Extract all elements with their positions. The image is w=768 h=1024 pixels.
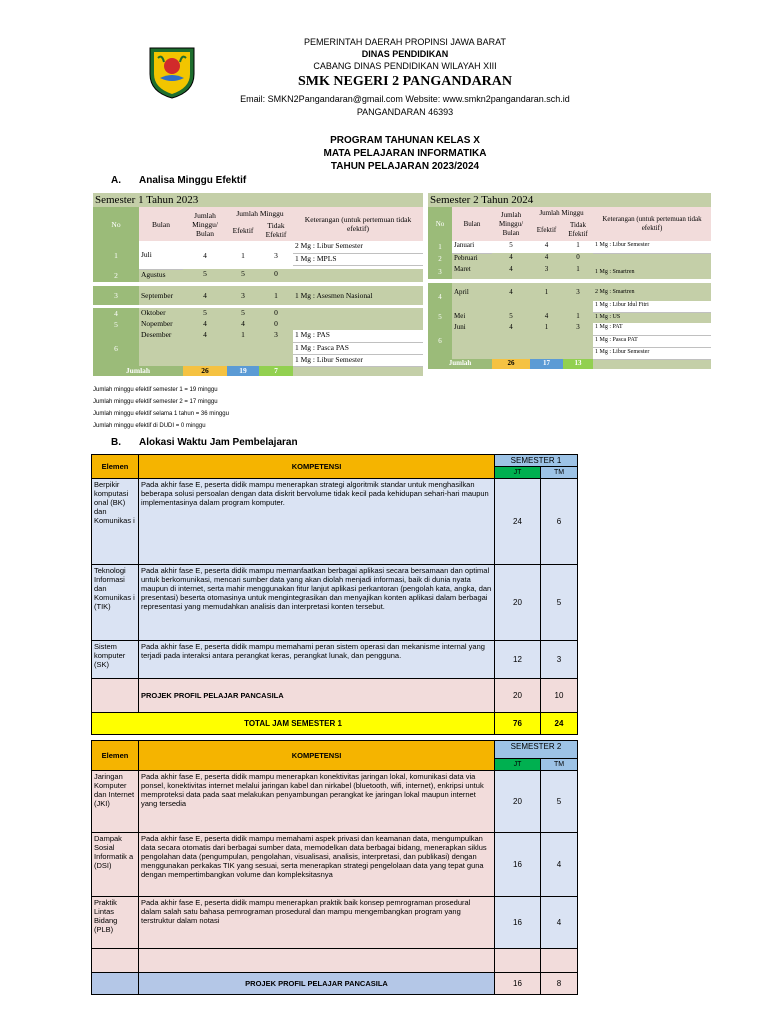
row-tef: 3: [563, 323, 593, 359]
row-bulan: Juni: [452, 323, 492, 359]
tm-cell: 6: [541, 479, 578, 565]
col-efektif: Efektif: [227, 219, 259, 241]
total-jml: 26: [183, 366, 227, 376]
col-elemen: Elemen: [92, 455, 139, 479]
col-keterangan: Keterangan (untuk pertemuan tidak efektif): [293, 207, 423, 241]
row-bulan: Desember: [139, 330, 183, 366]
row-no: 4: [93, 308, 139, 319]
projek-tm: 8: [541, 973, 578, 995]
semester2-table: [428, 207, 711, 369]
row-keterangan: [593, 253, 711, 265]
total-semester1-jt: 76: [495, 713, 541, 735]
row-bulan: September: [141, 291, 174, 300]
tm-cell: 4: [541, 833, 578, 897]
tm-cell: 5: [541, 565, 578, 641]
row-tef: 0: [274, 319, 278, 328]
row-ef: 4: [544, 253, 549, 261]
row-bulan: Oktober: [141, 308, 166, 317]
header-government: PEMERINTAH DAERAH PROPINSI JAWA BARAT: [303, 37, 507, 47]
row-bulan: April: [452, 283, 492, 301]
header-dinas: DINAS PENDIDIKAN: [361, 49, 449, 59]
elemen-cell: Teknologi Informasi dan Komunikas i (TIK): [92, 565, 139, 641]
row-bulan: Januari: [452, 241, 492, 253]
jt-cell: 16: [495, 833, 541, 897]
header-address: PANGANDARAN 46393: [356, 107, 454, 117]
col-jml-minggu: Jumlah Minggu: [227, 207, 293, 219]
row-tef: 0: [274, 308, 278, 317]
col-tidak-efektif: Tidak Efektif: [563, 219, 593, 241]
note-sem2: Jumlah minggu efektif semester 2 = 17 minggu: [93, 399, 218, 405]
row-tef: 0: [576, 253, 580, 261]
row-ef: 1: [530, 283, 563, 301]
note-dudi: Jumlah minggu efektif di DUDI = 0 minggu: [93, 423, 206, 429]
kompetensi-cell: Pada akhir fase E, peserta didik mampu menerapkan praktik baik konsep pemrograman prosedural dalam salah satu bahasa pemrograman prosedural dan mampu mengembangkan program yang terstruktur dalam notasi: [139, 897, 495, 949]
elemen-cell: Praktik Lintas Bidang (PLB): [92, 897, 139, 949]
row-bulan: Mei: [454, 312, 466, 320]
row-ef: 5: [241, 308, 245, 317]
row-keterangan: 1 Mg : PAT: [593, 323, 711, 335]
row-bulan: Maret: [454, 265, 471, 273]
projek-jt: 16: [495, 973, 541, 995]
row-keterangan: 1 Mg : Libur Semester: [593, 347, 711, 359]
col-jt: JT: [495, 467, 541, 479]
elemen-cell: Berpikir komputasi onal (BK) dan Komunikas i: [92, 479, 139, 565]
col-no: No: [93, 207, 139, 241]
row-jml: 5: [509, 312, 513, 320]
row-ef: 5: [241, 269, 245, 278]
row-ef: 3: [544, 265, 549, 273]
alokasi-semester2-table: [91, 740, 578, 995]
total-semester1-label: TOTAL JAM SEMESTER 1: [92, 713, 495, 735]
row-bulan: Agustus: [141, 269, 166, 279]
jt-cell: 24: [495, 479, 541, 565]
row-ef: 4: [241, 319, 245, 328]
row-jml: 4: [183, 330, 227, 366]
projek-tm: 10: [541, 679, 578, 713]
row-jml: 4: [509, 253, 513, 261]
col-jml-minggu: Jumlah Minggu: [530, 207, 593, 219]
province-logo: [146, 44, 198, 100]
row-keterangan: 1 Mg : Libur Semester: [593, 241, 711, 253]
row-ef: 4: [544, 241, 549, 249]
header-cabang: CABANG DINAS PENDIDIKAN WILAYAH XIII: [313, 61, 497, 71]
row-no: 4: [428, 283, 452, 312]
kompetensi-cell: Pada akhir fase E, peserta didik mampu memanfaatkan berbagai aplikasi secara bersamaan dan optimal untuk berkomunikasi, mencari sumber data yang akan diolah menjadi informasi, baik di dunia nyata maupun di internet, serta mahir menggunakan fitur lanjut aplikasi perkantoran (pengolah kata, angka, dan presentasi) beserta otomasinya untuk mengintegrasikan dan menyajikan konten aplikasi dalam berbagai representasi yang memudahkan analisis dan interpretasi konten tersebut.: [139, 565, 495, 641]
row-no: 3: [428, 265, 452, 279]
header-school-name: SMK NEGERI 2 PANGANDARAN: [297, 74, 513, 89]
note-year: Jumlah minggu efektif selama 1 tahun = 36 minggu: [93, 411, 229, 417]
semester2-effective-weeks: [428, 193, 711, 369]
row-no: 2: [93, 269, 139, 282]
total-label: Jumlah: [428, 359, 492, 369]
row-keterangan: 1 Mg : Libur Idul Fitri: [593, 301, 711, 312]
kompetensi-cell: Pada akhir fase E, peserta didik mampu menerapkan strategi algoritmik standar untuk menghasilkan beberapa solusi persoalan dengan data diskrit bervolume tidak kecil pada kehidupan sehari-hari maupun implementasinya dalam program komputer.: [139, 479, 495, 565]
note-sem1: Jumlah minggu efektif semester 1 = 19 minggu: [93, 387, 218, 393]
tm-cell: 4: [541, 897, 578, 949]
total-tef: 13: [563, 359, 593, 369]
row-ef: 1: [530, 323, 563, 359]
semester1-title: Semester 1 Tahun 2023: [93, 193, 423, 207]
row-no: 5: [428, 312, 452, 323]
row-ef: 1: [227, 330, 259, 366]
alokasi-semester1-table: [91, 454, 578, 735]
row-keterangan: 1 Mg : Pasca PAT: [593, 335, 711, 347]
row-no: 6: [93, 330, 139, 366]
doc-subject: MATA PELAJARAN INFORMATIKA: [323, 148, 487, 159]
elemen-cell: Sistem komputer (SK): [92, 641, 139, 679]
total-label: Jumlah: [93, 366, 183, 376]
row-keterangan: 1 Mg : Asesmen Nasional: [295, 291, 373, 300]
projek-jt: 20: [495, 679, 541, 713]
row-tef: 3: [259, 330, 293, 366]
section-b-title: Alokasi Waktu Jam Pembelajaran: [139, 437, 298, 448]
row-keterangan: [293, 269, 423, 282]
jt-cell: 12: [495, 641, 541, 679]
row-no: 5: [93, 319, 139, 330]
row-jml: 4: [203, 250, 207, 260]
jt-cell: 20: [495, 565, 541, 641]
kompetensi-cell: Pada akhir fase E, peserta didik mampu memahami aspek privasi dan keamanan data, mengumpulkan data secara otomatis dari berbagai sumber data, memodelkan data berbagai bidang, menerapkan siklus pengolahan data (pengumpulan, pengolahan, visualisasi, analisis, interpretasi, dan publikasi) dengan menggunakan perkakas TIK yang sesuai, serta menerapkan strategi pengelolaan data yang tepat guna dengan mempertimbangkan volume dan kompleksitasnya: [139, 833, 495, 897]
row-ef: 4: [544, 312, 549, 320]
jt-cell: 20: [495, 771, 541, 833]
row-jml: 4: [509, 265, 513, 273]
doc-title: PROGRAM TAHUNAN KELAS X: [330, 135, 480, 146]
row-keterangan: 1 Mg : Smartren: [595, 268, 635, 275]
row-ef: 1: [241, 250, 245, 260]
row-bulan: Pebruari: [454, 253, 478, 262]
col-tm: TM: [541, 467, 578, 479]
jt-cell: 16: [495, 897, 541, 949]
section-a-letter: A.: [111, 175, 121, 186]
row-jml: 4: [492, 283, 530, 301]
row-tef: 1: [274, 291, 278, 300]
semester1-effective-weeks: [93, 193, 423, 376]
row-no: 1: [428, 241, 452, 253]
row-tef: 1: [576, 241, 580, 249]
row-ef: 3: [241, 291, 245, 300]
col-no: No: [428, 207, 452, 241]
row-keterangan: 2 Mg : Smartren: [593, 283, 711, 301]
row-no: 1: [93, 241, 139, 269]
col-kompetensi: KOMPETENSI: [139, 741, 495, 771]
row-no: 6: [428, 323, 452, 359]
elemen-cell: Dampak Sosial Informatik a (DSI): [92, 833, 139, 897]
col-tm: TM: [541, 759, 578, 771]
row-keterangan: 1 Mg : Pasca PAS: [293, 342, 423, 354]
col-efektif: Efektif: [530, 219, 563, 241]
elemen-cell: Jaringan Komputer dan Internet (JKI): [92, 771, 139, 833]
row-jml: 5: [509, 241, 513, 249]
total-ef: 17: [530, 359, 563, 369]
header-contact: Email: SMKN2Pangandaran@gmail.com Website: www.smkn2pangandaran.sch.id: [240, 94, 570, 104]
row-keterangan: 1 Mg : US: [595, 313, 621, 320]
projek-label: PROJEK PROFIL PELAJAR PANCASILA: [139, 679, 495, 713]
row-no: 2: [428, 253, 452, 265]
section-b-letter: B.: [111, 437, 121, 448]
row-keterangan: 1 Mg : PAS: [293, 330, 423, 342]
semester1-table: [93, 207, 423, 376]
row-keterangan: [293, 308, 423, 319]
col-jml-minggu-bulan: Jumlah Minggu/ Bulan: [183, 207, 227, 241]
row-keterangan: 1 Mg : Libur Semester: [293, 354, 423, 366]
row-keterangan: 2 Mg : Libur Semester: [293, 241, 423, 253]
col-bulan: Bulan: [139, 207, 183, 241]
row-jml: 4: [492, 323, 530, 359]
tm-cell: 5: [541, 771, 578, 833]
row-tef: 3: [563, 283, 593, 301]
row-keterangan: [293, 319, 423, 330]
col-jml-minggu-bulan: Jumlah Minggu/ Bulan: [492, 207, 530, 241]
col-elemen: Elemen: [92, 741, 139, 771]
row-bulan: Juli: [139, 241, 183, 269]
row-keterangan: 1 Mg : MPLS: [293, 253, 423, 265]
row-jml: 4: [203, 291, 207, 300]
row-jml: 4: [203, 319, 207, 328]
col-kompetensi: KOMPETENSI: [139, 455, 495, 479]
kompetensi-cell: Pada akhir fase E, peserta didik mampu memahami peran sistem operasi dan mekanisme internal yang terjadi pada interaksi antara perangkat keras, perangkat lunak, dan pengguna.: [139, 641, 495, 679]
total-ef: 19: [227, 366, 259, 376]
col-semester: SEMESTER 2: [495, 741, 578, 759]
row-tef: 1: [576, 265, 580, 273]
doc-year: TAHUN PELAJARAN 2023/2024: [330, 161, 480, 172]
row-tef: 0: [274, 269, 278, 278]
col-tidak-efektif: Tidak Efektif: [259, 219, 293, 241]
row-bulan: Nopember: [141, 319, 173, 328]
col-semester: SEMESTER 1: [495, 455, 578, 467]
projek-label: PROJEK PROFIL PELAJAR PANCASILA: [139, 973, 495, 995]
kompetensi-cell: Pada akhir fase E, peserta didik mampu menerapkan konektivitas jaringan lokal, komunikasi data via ponsel, konektivitas internet melalui jaringan kabel dan nirkabel (bluetooth, wifi, internet), enkripsi untuk memproteksi data pada saat melakukan penyambungan perangkat ke jaringan lokal maupun internet yang tersedia: [139, 771, 495, 833]
tm-cell: 3: [541, 641, 578, 679]
row-tef: 1: [576, 312, 580, 320]
row-tef: 3: [274, 250, 278, 260]
semester2-title: Semester 2 Tahun 2024: [428, 193, 711, 207]
row-jml: 5: [203, 269, 207, 278]
row-jml: 5: [203, 308, 207, 317]
total-jml: 26: [492, 359, 530, 369]
total-tef: 7: [259, 366, 293, 376]
col-keterangan: Keterangan (untuk pertemuan tidak efektif): [593, 207, 711, 241]
col-jt: JT: [495, 759, 541, 771]
section-a-title: Analisa Minggu Efektif: [139, 175, 247, 186]
row-no: 3: [93, 286, 139, 305]
col-bulan: Bulan: [452, 207, 492, 241]
total-semester1-tm: 24: [541, 713, 578, 735]
